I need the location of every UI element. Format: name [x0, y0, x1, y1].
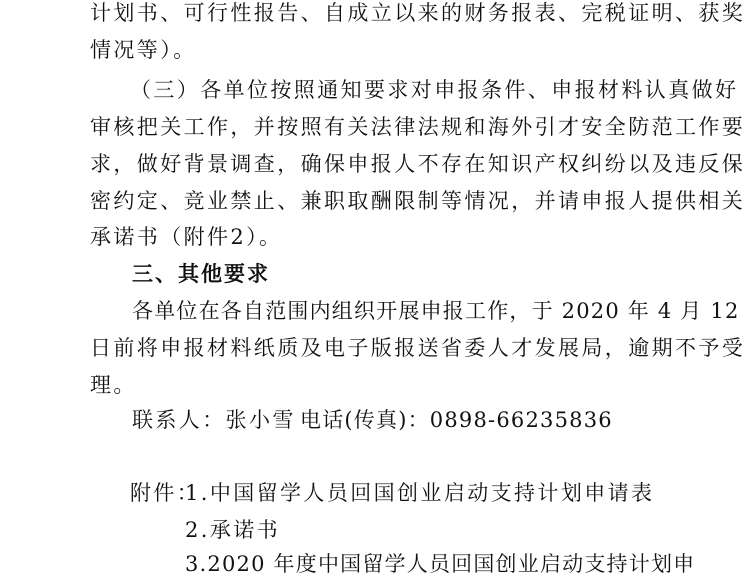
section-heading: 三、其他要求 — [132, 262, 270, 286]
attachment-item: 2.承诺书 — [185, 518, 281, 542]
phone-label: 电话(传真)：0898-66235836 — [300, 408, 613, 432]
paragraph-line: 承诺书（附件2）。 — [90, 225, 283, 249]
paragraph-line: （三）各单位按照通知要求对申报条件、申报材料认真做好 — [130, 78, 739, 102]
paragraph-line: 密约定、竞业禁止、兼职取酬限制等情况，并请申报人提供相关 — [90, 189, 746, 213]
attachments-label: 附件： — [130, 481, 201, 505]
attachment-item: 3.2020 年度中国留学人员回国创业启动支持计划申 — [185, 552, 696, 576]
contact-label: 联系人：张小雪 — [132, 408, 296, 432]
paragraph-line: 理。 — [90, 373, 137, 397]
paragraph-line: 计划书、可行性报告、自成立以来的财务报表、完税证明、获奖 — [90, 1, 746, 25]
paragraph-line: 日前将申报材料纸质及电子版报送省委人才发展局，逾期不予受 — [90, 336, 746, 360]
paragraph-line: 求，做好背景调查，确保申报人不存在知识产权纠纷以及违反保 — [90, 152, 746, 176]
paragraph-line: 审核把关工作，并按照有关法律法规和海外引才安全防范工作要 — [90, 115, 746, 139]
paragraph-line: 各单位在各自范围内组织开展申报工作，于 2020 年 4 月 12 — [132, 299, 740, 323]
attachment-item: 1.中国留学人员回国创业启动支持计划申请表 — [185, 481, 655, 505]
paragraph-line: 情况等）。 — [90, 38, 197, 62]
